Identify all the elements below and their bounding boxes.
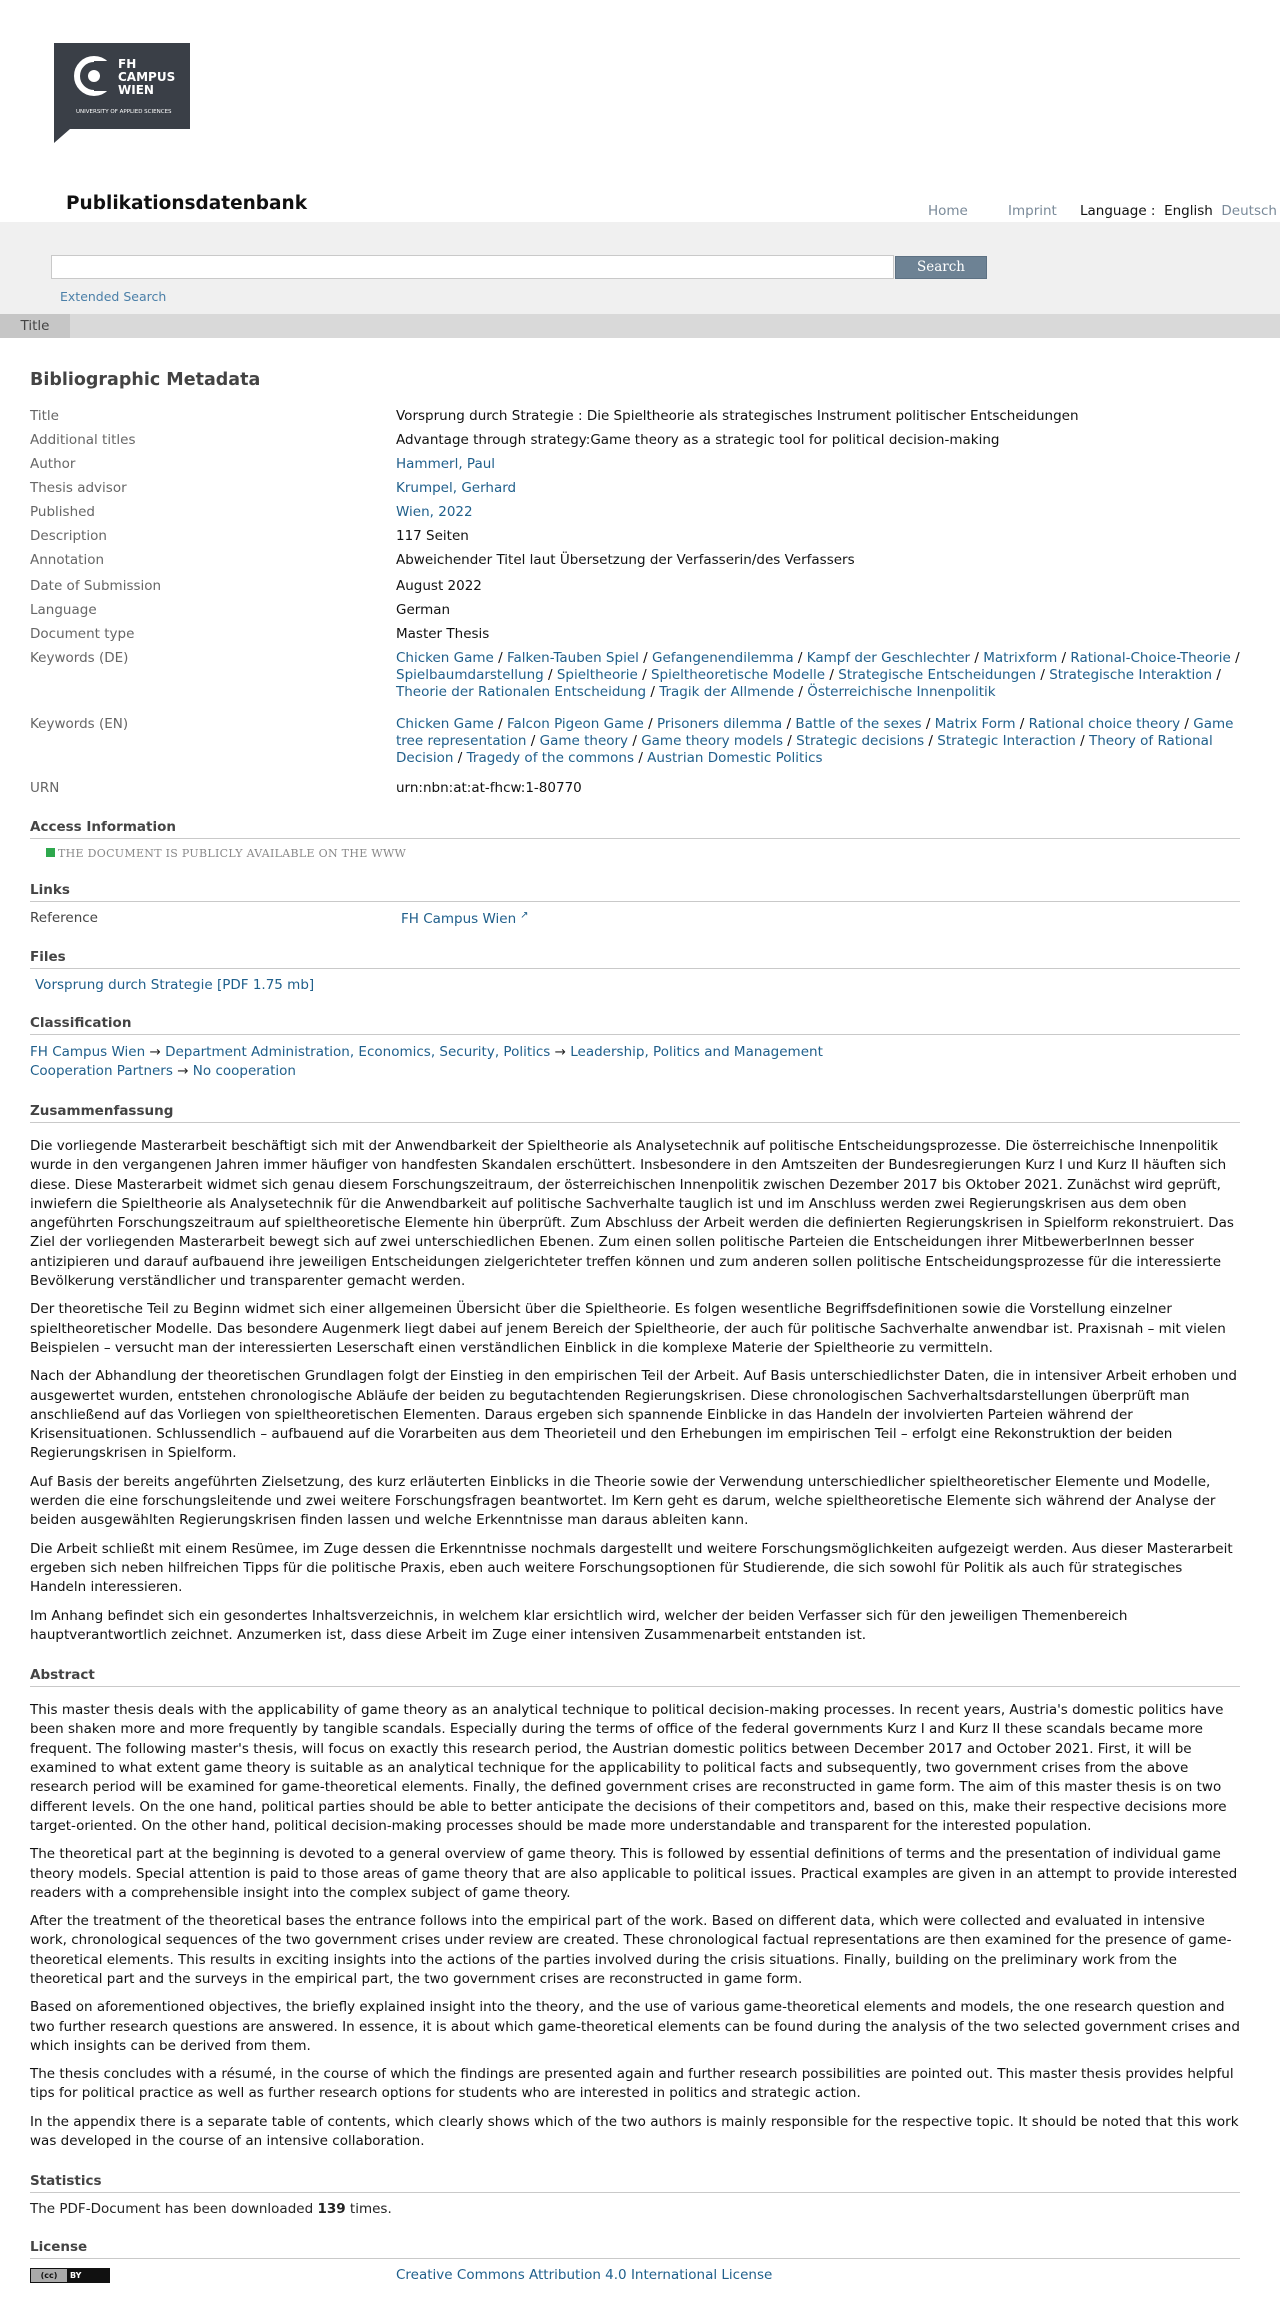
meta-row-advisor	[30, 480, 1250, 497]
available-icon	[46, 848, 55, 857]
classification-link[interactable]: Cooperation Partners	[30, 1063, 173, 1079]
zusammenfassung-paragraph: Nach der Abhandlung der theoretischen Grundlagen folgt der Einstieg in den empirischen Teil der Arbeit. Auf Basis unterschiedlichster Daten, die in intensiver Arbeit erhoben und ausgewertet wurden, entstehen chronologische Abläufe der beiden zu begutachtenden Regierungskrisen. Diese chronologischen Sachverhaltsdarstellungen überprüft man anschließend auf das Vorliegen von spieltheoretischen Elementen. Daraus ergeben sich spannende Einblicke in das Handeln der involvierten Parteien während der Krisensituationen. Schlussendlich – aufbauend auf die Vorarbeiten aus dem Theorieteil und den Erhebungen im empirischen Teil – erfolgt eine Rekonstruktion der beiden Regierungskrisen in Spielform.	[30, 1368, 1237, 1462]
meta-row-doctype	[30, 626, 1250, 643]
keyword-separator: /	[637, 667, 651, 683]
meta-row-urn	[30, 780, 1250, 797]
zusammenfassung-heading: Zusammenfassung	[30, 1103, 1240, 1123]
zusammenfassung-paragraph: Im Anhang befindet sich ein gesondertes Inhaltsverzeichnis, in welchem klar ersichtlich wird, welcher der beiden Verfasser sich für den jeweiligen Themenbereich hauptverantwortlich zeichnet. Anzumerken ist, dass diese Arbeit im Zuge einer intensiven Zusammenarbeit entstanden ist.	[30, 1607, 1128, 1643]
external-link-icon: ↗	[520, 910, 529, 921]
keyword-en-link[interactable]: Falcon Pigeon Game	[506, 716, 644, 732]
keyword-en-link[interactable]: Theory of Rational Decision	[396, 733, 1213, 766]
meta-row-keywords-de	[30, 650, 1250, 701]
download-count: 139	[317, 2201, 346, 2218]
meta-label: Annotation	[30, 552, 105, 568]
keyword-separator: /	[1180, 716, 1194, 732]
meta-label: Published	[30, 504, 95, 520]
keyword-en-link[interactable]: Battle of the sexes	[795, 716, 922, 732]
meta-label: Language	[30, 602, 97, 618]
keyword-de-link[interactable]: Strategische Interaktion	[1049, 667, 1213, 683]
meta-row-annotation	[30, 552, 1250, 569]
keyword-separator: /	[453, 750, 467, 766]
classification-heading: Classification	[30, 1015, 1240, 1035]
language-switcher	[1080, 203, 1277, 219]
arrow-icon: →	[554, 1044, 566, 1060]
keyword-separator: /	[1057, 650, 1071, 666]
keyword-separator: /	[1075, 733, 1089, 749]
keyword-separator: /	[1015, 716, 1029, 732]
keyword-separator: /	[782, 733, 797, 749]
classification-path-2	[30, 1062, 1250, 1081]
classification-link[interactable]: Department Administration, Economics, Security, Politics	[165, 1044, 551, 1060]
search-button[interactable]: Search	[895, 256, 987, 279]
language-label: Language :	[1080, 203, 1156, 219]
keyword-de-link[interactable]: Chicken Game	[396, 650, 494, 666]
keyword-en-link[interactable]: Game theory models	[641, 733, 783, 749]
abstract-paragraph: This master thesis deals with the applicability of game theory as an analytical technique to political decision-making processes. In recent years, Austria's domestic politics have been shaken more and more frequently by tangible scandals. Especially during the terms of office of the federal governments Kurz I and Kurz II these scandals became more frequent. The following master's thesis, will focus on exactly this research period, the Austrian domestic politics between December 2017 and October 2021. First, it will be examined to what extent game theory is suitable as an analytical technique for the applicability to political facts and subsequently, two government crises from the above research period will be examined for game-theoretical elements. Finally, the defined government crises are reconstructed in game form. The aim of this master thesis is on two different levels. On the one hand, political parties should be able to better anticipate the decisions of their competitors and, based on this, make their respective decisions more target-oriented. On the other hand, political decision-making processes should be made more understandable and transparent for the interested population.	[30, 1702, 1227, 1834]
keyword-separator: /	[643, 716, 657, 732]
meta-row-keywords-en	[30, 716, 1250, 767]
site-header	[0, 0, 1280, 222]
lang-deutsch-link[interactable]: Deutsch	[1221, 203, 1277, 219]
access-status	[46, 847, 1250, 860]
keyword-de-link[interactable]: Spieltheoretische Modelle	[650, 667, 826, 683]
abstract-paragraph: Based on aforementioned objectives, the briefly explained insight into the theory, and the use of various game-theoretical elements and models, the one research question and two further research questions are answered. In essence, it is about which game-theoretical elements can be found during the analysis of the two selected government crises and which insights can be derived from them.	[30, 1999, 1240, 2054]
meta-label: Keywords (DE)	[30, 650, 129, 666]
keyword-separator: /	[1036, 667, 1050, 683]
extended-search-link[interactable]: Extended Search	[60, 289, 167, 304]
keyword-separator: /	[638, 650, 653, 666]
meta-row-author	[30, 456, 1250, 473]
keyword-en-link[interactable]: Prisoners dilemma	[656, 716, 783, 732]
meta-label: Title	[30, 408, 59, 424]
meta-label: Thesis advisor	[30, 480, 127, 496]
keyword-separator: /	[493, 716, 507, 732]
meta-value-urn: urn:nbn:at:at-fhcw:1-80770	[396, 780, 582, 796]
meta-label: Author	[30, 456, 76, 472]
keyword-separator: /	[921, 716, 935, 732]
keyword-en-link[interactable]: Chicken Game	[396, 716, 494, 732]
author-link[interactable]: Hammerl, Paul	[396, 456, 496, 472]
pdf-file-link[interactable]: Vorsprung durch Strategie [PDF 1.75 mb]	[35, 977, 315, 993]
site-title: Publikationsdatenbank	[66, 193, 308, 214]
svg-text:FH: FH	[118, 57, 137, 71]
classification-link[interactable]: Leadership, Politics and Management	[570, 1044, 823, 1060]
meta-row-language	[30, 602, 1250, 619]
meta-label: Keywords (EN)	[30, 716, 129, 732]
keyword-separator: /	[628, 733, 642, 749]
reference-label: Reference	[30, 910, 98, 926]
keyword-separator: /	[794, 684, 808, 700]
meta-label: Document type	[30, 626, 135, 642]
license-link[interactable]: Creative Commons Attribution 4.0 International License	[396, 2267, 773, 2284]
zusammenfassung-body	[30, 1137, 1250, 1645]
meta-value-description: 117 Seiten	[396, 528, 469, 544]
keyword-en-link[interactable]: Game theory	[539, 733, 629, 749]
keyword-de-link[interactable]: Österreichische Innenpolitik	[807, 684, 996, 700]
zusammenfassung-paragraph: Die Arbeit schließt mit einem Resümee, im Zuge dessen die Erkenntnisse nochmals dargestellt und weitere Forschungsmöglichkeiten aufgezeigt werden. Aus dieser Masterarbeit ergeben sich neben hilfreichen Tipps für die politische Praxis, eben auch weitere Forschungsoptionen für Studierende, die sich sowohl für Politik als auch für strategisches Handeln interessieren.	[30, 1540, 1233, 1596]
meta-value-doctype: Master Thesis	[396, 626, 490, 642]
classification-path-1	[30, 1043, 1250, 1062]
classification-link[interactable]: FH Campus Wien	[30, 1044, 146, 1060]
keyword-separator: /	[1230, 650, 1240, 666]
keyword-de-link[interactable]: Falken-Tauben Spiel	[506, 650, 639, 666]
abstract-heading: Abstract	[30, 1667, 1240, 1687]
meta-value-title: Vorsprung durch Strategie : Die Spieltheorie als strategisches Instrument politischer Entscheidungen	[396, 408, 1079, 424]
keyword-de-link[interactable]: Gefangenendilemma	[652, 650, 794, 666]
tab-title[interactable]: Title	[0, 314, 70, 338]
meta-label: URN	[30, 780, 60, 796]
svg-text:UNIVERSITY OF APPLIED SCIENCES: UNIVERSITY OF APPLIED SCIENCES	[76, 109, 172, 115]
zusammenfassung-paragraph: Der theoretische Teil zu Beginn widmet sich einer allgemeinen Übersicht über die Spieltheorie. Es folgen wesentliche Begriffsdefinitionen sowie die Vorstellung einzelner spieltheoretischer Modelle. Das besondere Augenmerk liegt dabei auf jenem Bereich der Spieltheorie, der auch für politische Sachverhalte anwendbar ist. Praxisnah – mit vielen Beispielen – versucht man der interessierten Leserschaft einen verständlichen Einblick in die komplexe Materie der Spieltheorie zu vermitteln.	[30, 1301, 1226, 1356]
meta-row-published	[30, 504, 1250, 521]
stats-text: The PDF-Document has been downloaded	[30, 2201, 318, 2218]
keyword-separator: /	[970, 650, 984, 666]
keyword-separator: /	[924, 733, 938, 749]
keyword-separator: /	[1212, 667, 1221, 683]
keyword-separator: /	[646, 684, 660, 700]
tab-bar	[0, 314, 1280, 338]
keyword-en-link[interactable]: Austrian Domestic Politics	[647, 750, 823, 766]
abstract-paragraph: The theoretical part at the beginning is devoted to a general overview of game theory. This is followed by essential definitions of terms and the presentation of individual game theory models. Special attention is paid to those areas of game theory that are also applicable to political issues. Practical examples are given in an attempt to provide interested readers with a comprehensible insight into the complex subject of game theory.	[30, 1846, 1238, 1901]
access-text: THE DOCUMENT IS PUBLICLY AVAILABLE ON THE WWW	[58, 847, 407, 860]
lang-english[interactable]: English	[1164, 203, 1213, 219]
abstract-body	[30, 1701, 1250, 2151]
fh-campus-wien-logo[interactable]	[54, 43, 190, 143]
meta-row-description	[30, 528, 1250, 545]
svg-text:WIEN: WIEN	[118, 83, 154, 97]
search-band	[0, 222, 1280, 314]
advisor-link[interactable]: Krumpel, Gerhard	[396, 480, 517, 496]
abstract-paragraph: After the treatment of the theoretical bases the entrance follows into the empirical part of the work. Based on different data, which were collected and evaluated in intensive work, chronological sequences of the two government crises under review are created. These chronological factual representations are then examined for the presence of game-theoretical elements. This results in exciting insights into the actions of the parties involved during the crisis situations. Finally, building on the preliminary work from the theoretical part and the surveys in the empirical part, the two government crises are reconstructed in game form.	[30, 1913, 1232, 1987]
cc-by-badge-icon[interactable]: (cc) BY	[30, 2268, 110, 2283]
meta-value-submission: August 2022	[396, 578, 482, 594]
meta-label: Additional titles	[30, 432, 136, 448]
meta-value-additional-titles: Advantage through strategy:Game theory as a strategic tool for political decision-making	[396, 432, 1000, 448]
keyword-en-link[interactable]: Game tree representation	[396, 716, 1234, 749]
keyword-en-link[interactable]: Strategic Interaction	[937, 733, 1076, 749]
keyword-en-link[interactable]: Matrix Form	[934, 716, 1016, 732]
keyword-separator: /	[825, 667, 839, 683]
license-row	[30, 2267, 1250, 2283]
keyword-separator: /	[793, 650, 807, 666]
license-heading: License	[30, 2239, 1240, 2259]
keyword-separator: /	[493, 650, 507, 666]
zusammenfassung-paragraph: Die vorliegende Masterarbeit beschäftigt sich mit der Anwendbarkeit der Spieltheorie als Analysetechnik auf politische Entscheidungsprozesse. Die österreichische Innenpolitik wurde in den vergangenen Jahren immer häufiger von handfesten Skandalen erschüttert. Insbesondere in den Amtszeiten der Bundesregierungen Kurz I und Kurz II häuften sich diese. Diese Masterarbeit widmet sich genau diesem Forschungszeitraum, der österreichischen Innenpolitik zwischen Dezember 2017 bis Oktober 2021. Zunächst wird geprüft, inwiefern die Spieltheorie als Analysetechnik für die Anwendbarkeit auf politische Sachverhalte tauglich ist und im Anschluss werden zwei Regierungskrisen aus dem oben angeführten Forschungszeitraum auf spieltheoretische Elemente hin überprüft. Zum Abschluss der Arbeit werden die definierten Regierungskrisen in Spielform rekonstruiert. Das Ziel der vorliegenden Masterarbeit bewegt sich auf zwei unterschiedlichen Ebenen. Zum einen sollen politische Parteien die Entscheidungen ihrer MitbewerberInnen besser antizipieren und darauf aufbauend ihre jeweiligen Entscheidungen zielgerichteter treffen können und zum anderen sollen politische Entscheidungsprozesse für die interessierte Bevölkerung verständlicher und transparenter gemacht werden.	[30, 1138, 1234, 1290]
stats-text: times.	[345, 2201, 392, 2218]
search-input[interactable]	[51, 255, 894, 279]
meta-value-annotation: Abweichender Titel laut Übersetzung der Verfasserin/des Verfassers	[396, 552, 855, 568]
keyword-separator: /	[526, 733, 540, 749]
nav-imprint-link[interactable]: Imprint	[1008, 203, 1057, 219]
main-content	[30, 370, 1250, 2283]
keyword-en-link[interactable]: Rational choice theory	[1028, 716, 1181, 732]
arrow-icon: →	[177, 1063, 189, 1079]
links-heading: Links	[30, 882, 1240, 902]
keyword-de-link[interactable]: Kampf der Geschlechter	[806, 650, 971, 666]
reference-link[interactable]: FH Campus Wien	[401, 911, 517, 927]
keyword-separator: /	[543, 667, 557, 683]
files-heading: Files	[30, 949, 1240, 969]
meta-row-submission	[30, 578, 1250, 595]
reference-row	[30, 910, 1250, 927]
nav-home-link[interactable]: Home	[928, 203, 968, 219]
keyword-de-link[interactable]: Theorie der Rationalen Entscheidung	[396, 684, 647, 700]
keyword-de-link[interactable]: Rational-Choice-Theorie	[1070, 650, 1231, 666]
meta-row-additional-titles	[30, 432, 1250, 449]
keywords-de	[396, 650, 1250, 701]
keyword-separator: /	[634, 750, 648, 766]
published-link[interactable]: Wien, 2022	[396, 504, 473, 520]
keyword-de-link[interactable]: Spielbaumdarstellung	[396, 667, 544, 683]
arrow-icon: →	[149, 1044, 161, 1060]
keyword-en-link[interactable]: Strategic decisions	[796, 733, 925, 749]
access-heading: Access Information	[30, 819, 1240, 839]
zusammenfassung-paragraph: Auf Basis der bereits angeführten Zielsetzung, des kurz erläuterten Einblicks in die Theorie sowie der Verwendung unterschiedlicher spieltheoretischer Elemente und Modelle, werden die eine forschungsleitende und zwei weitere Forschungsfragen beantwortet. Im Kern geht es darum, welche spieltheoretische Elemente sich während der Analyse der beiden ausgewählten Regierungskrisen finden lassen und welche Erkenntnisse man daraus ableiten kann.	[30, 1473, 1216, 1529]
metadata-heading: Bibliographic Metadata	[30, 370, 261, 390]
classification-link[interactable]: No cooperation	[192, 1063, 296, 1079]
abstract-paragraph: In the appendix there is a separate table of contents, which clearly shows which of the two authors is mainly responsible for the respective topic. It should be noted that this work was developed in the course of an intensive collaboration.	[30, 2113, 1239, 2150]
keyword-de-link[interactable]: Spieltheorie	[556, 667, 638, 683]
download-statistics	[30, 2201, 1250, 2217]
keywords-en	[396, 716, 1250, 767]
meta-row-title	[30, 408, 1250, 425]
keyword-de-link[interactable]: Matrixform	[983, 650, 1058, 666]
keyword-separator: /	[782, 716, 796, 732]
meta-label: Description	[30, 528, 107, 544]
svg-text:CAMPUS: CAMPUS	[118, 70, 176, 84]
statistics-heading: Statistics	[30, 2173, 1240, 2193]
keyword-de-link[interactable]: Strategische Entscheidungen	[838, 667, 1037, 683]
abstract-paragraph: The thesis concludes with a résumé, in the course of which the findings are presented again and further research possibilities are pointed out. This master thesis provides helpful tips for political practice as well as further research options for students who are interested in politics and strategic action.	[30, 2066, 1234, 2102]
keyword-en-link[interactable]: Tragedy of the commons	[466, 750, 635, 766]
meta-value-language: German	[396, 602, 451, 618]
keyword-de-link[interactable]: Tragik der Allmende	[659, 684, 795, 700]
meta-label: Date of Submission	[30, 578, 162, 594]
